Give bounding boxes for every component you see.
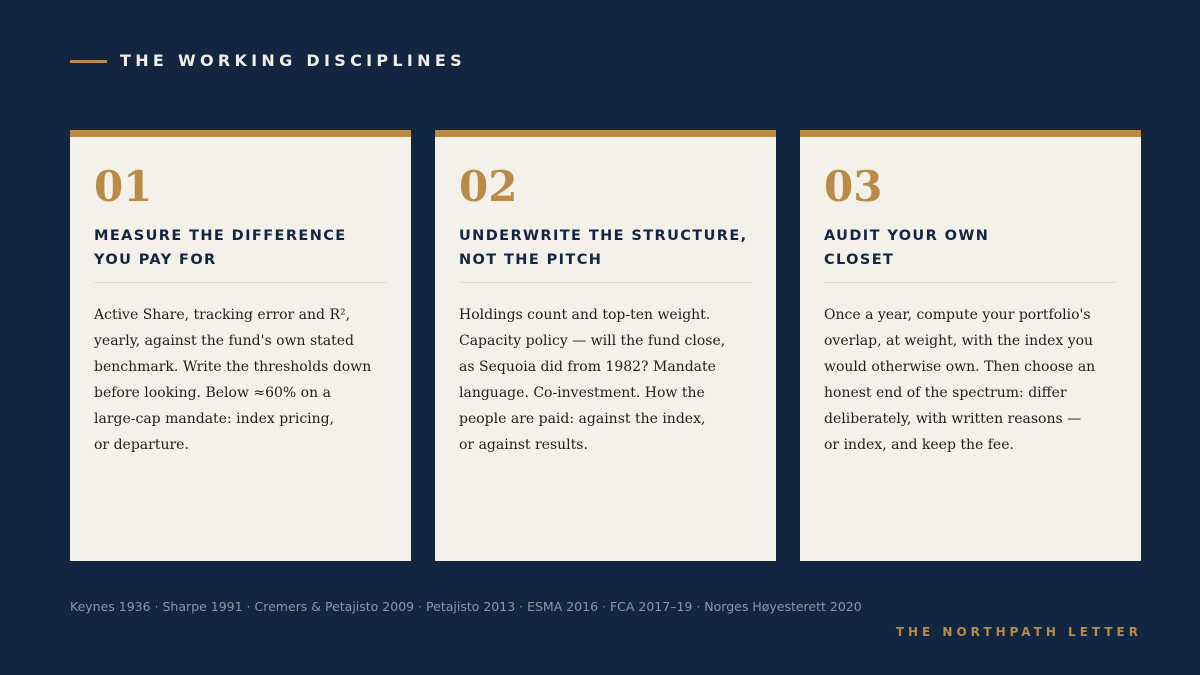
discipline-card-3 <box>800 130 1141 561</box>
card-body-line: as Sequoia did from 1982? Mandate <box>459 359 716 375</box>
card-body-line: benchmark. Write the thresholds down <box>94 359 372 375</box>
card-divider <box>94 282 387 283</box>
header-accent-rule <box>70 60 107 63</box>
card-body <box>459 302 759 458</box>
card-title-line: AUDIT YOUR OWN <box>824 228 990 244</box>
card-divider <box>824 282 1117 283</box>
footer-brand: THE NORTHPATH LETTER <box>895 625 1142 639</box>
card-body-line: large-cap mandate: index pricing, <box>94 411 335 427</box>
card-body-line: or departure. <box>94 437 189 453</box>
card-body-line: Capacity policy — will the fund close, <box>459 333 726 349</box>
card-title <box>459 224 759 272</box>
card-title <box>824 224 1124 272</box>
card-body-line: language. Co-investment. How the <box>459 385 705 401</box>
card-body-line: before looking. Below ≈60% on a <box>94 385 331 401</box>
page-title: THE WORKING DISCIPLINES <box>120 51 466 70</box>
card-title-line: CLOSET <box>824 252 895 268</box>
card-number: 03 <box>824 162 883 211</box>
discipline-card-1 <box>70 130 411 561</box>
card-body <box>94 302 394 458</box>
card-title-line: MEASURE THE DIFFERENCE <box>94 228 347 244</box>
card-body-line: deliberately, with written reasons — <box>824 411 1082 427</box>
card-body-line: would otherwise own. Then choose an <box>824 359 1096 375</box>
card-number: 01 <box>94 162 153 211</box>
card-number: 02 <box>459 162 518 211</box>
disciplines-cards <box>70 130 1141 561</box>
card-title-line: UNDERWRITE THE STRUCTURE, <box>459 228 748 244</box>
card-body-line: yearly, against the fund's own stated <box>94 333 355 349</box>
card-title-line: YOU PAY FOR <box>94 252 217 268</box>
footer-references: Keynes 1936 · Sharpe 1991 · Cremers & Petajisto 2009 · Petajisto 2013 · ESMA 2016 · FCA 2017–19 · Norges Høyesterett 2020 <box>70 599 862 614</box>
section-header <box>70 49 466 73</box>
card-body-line: or index, and keep the fee. <box>824 437 1014 453</box>
card-body-line: Once a year, compute your portfolio's <box>824 307 1091 323</box>
card-divider <box>459 282 752 283</box>
card-title-line: NOT THE PITCH <box>459 252 603 268</box>
card-body-line: Active Share, tracking error and R², <box>94 307 351 323</box>
card-body-line: honest end of the spectrum: differ <box>824 385 1067 401</box>
card-body <box>824 302 1124 458</box>
card-body-line: overlap, at weight, with the index you <box>824 333 1094 349</box>
card-body-line: or against results. <box>459 437 588 453</box>
card-title <box>94 224 394 272</box>
card-body-line: people are paid: against the index, <box>459 411 706 427</box>
card-body-line: Holdings count and top-ten weight. <box>459 307 711 323</box>
discipline-card-2 <box>435 130 776 561</box>
